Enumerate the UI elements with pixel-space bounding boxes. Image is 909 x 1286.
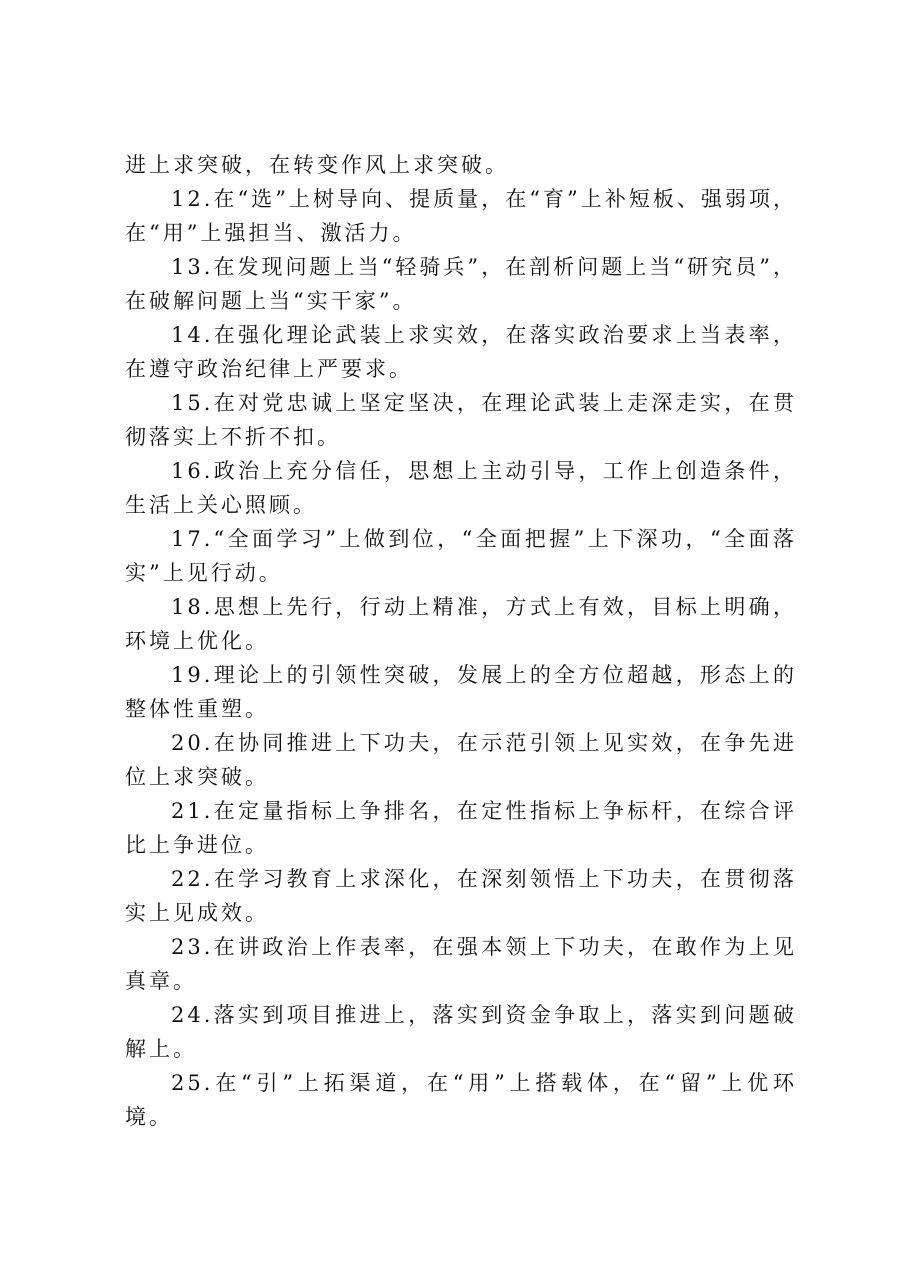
paragraph-item-21: 21.在定量指标上争排名，在定性指标上争标杆，在综合评比上争进位。 bbox=[125, 799, 797, 857]
paragraph-item-25: 25.在“引”上拓渠道，在“用”上搭载体，在“留”上优环境。 bbox=[125, 1071, 797, 1129]
paragraph-item-13: 13.在发现问题上当“轻骑兵”，在剖析问题上当“研究员”，在破解问题上当“实干家”。 bbox=[125, 255, 797, 313]
paragraph-item-12: 12.在“选”上树导向、提质量，在“育”上补短板、强弱项，在“用”上强担当、激活力。 bbox=[125, 187, 797, 245]
paragraph-item-19: 19.理论上的引领性突破，发展上的全方位超越，形态上的整体性重塑。 bbox=[125, 663, 797, 721]
paragraph-item-15: 15.在对党忠诚上坚定坚决，在理论武装上走深走实，在贯彻落实上不折不扣。 bbox=[125, 391, 797, 449]
paragraph-item-24: 24.落实到项目推进上，落实到资金争取上，落实到问题破解上。 bbox=[125, 1003, 797, 1061]
paragraph-item-23: 23.在讲政治上作表率，在强本领上下功夫，在敢作为上见真章。 bbox=[125, 935, 797, 993]
paragraph-item-16: 16.政治上充分信任，思想上主动引导，工作上创造条件，生活上关心照顾。 bbox=[125, 459, 797, 517]
paragraph-continuation: 进上求突破，在转变作风上求突破。 bbox=[125, 153, 509, 177]
document-body bbox=[125, 148, 797, 1134]
paragraph-item-17: 17.“全面学习”上做到位，“全面把握”上下深功，“全面落实”上见行动。 bbox=[125, 527, 797, 585]
paragraph-item-22: 22.在学习教育上求深化，在深刻领悟上下功夫，在贯彻落实上见成效。 bbox=[125, 867, 797, 925]
paragraph-item-20: 20.在协同推进上下功夫，在示范引领上见实效，在争先进位上求突破。 bbox=[125, 731, 797, 789]
paragraph-item-18: 18.思想上先行，行动上精准，方式上有效，目标上明确，环境上优化。 bbox=[125, 595, 797, 653]
paragraph-item-14: 14.在强化理论武装上求实效，在落实政治要求上当表率，在遵守政治纪律上严要求。 bbox=[125, 323, 797, 381]
